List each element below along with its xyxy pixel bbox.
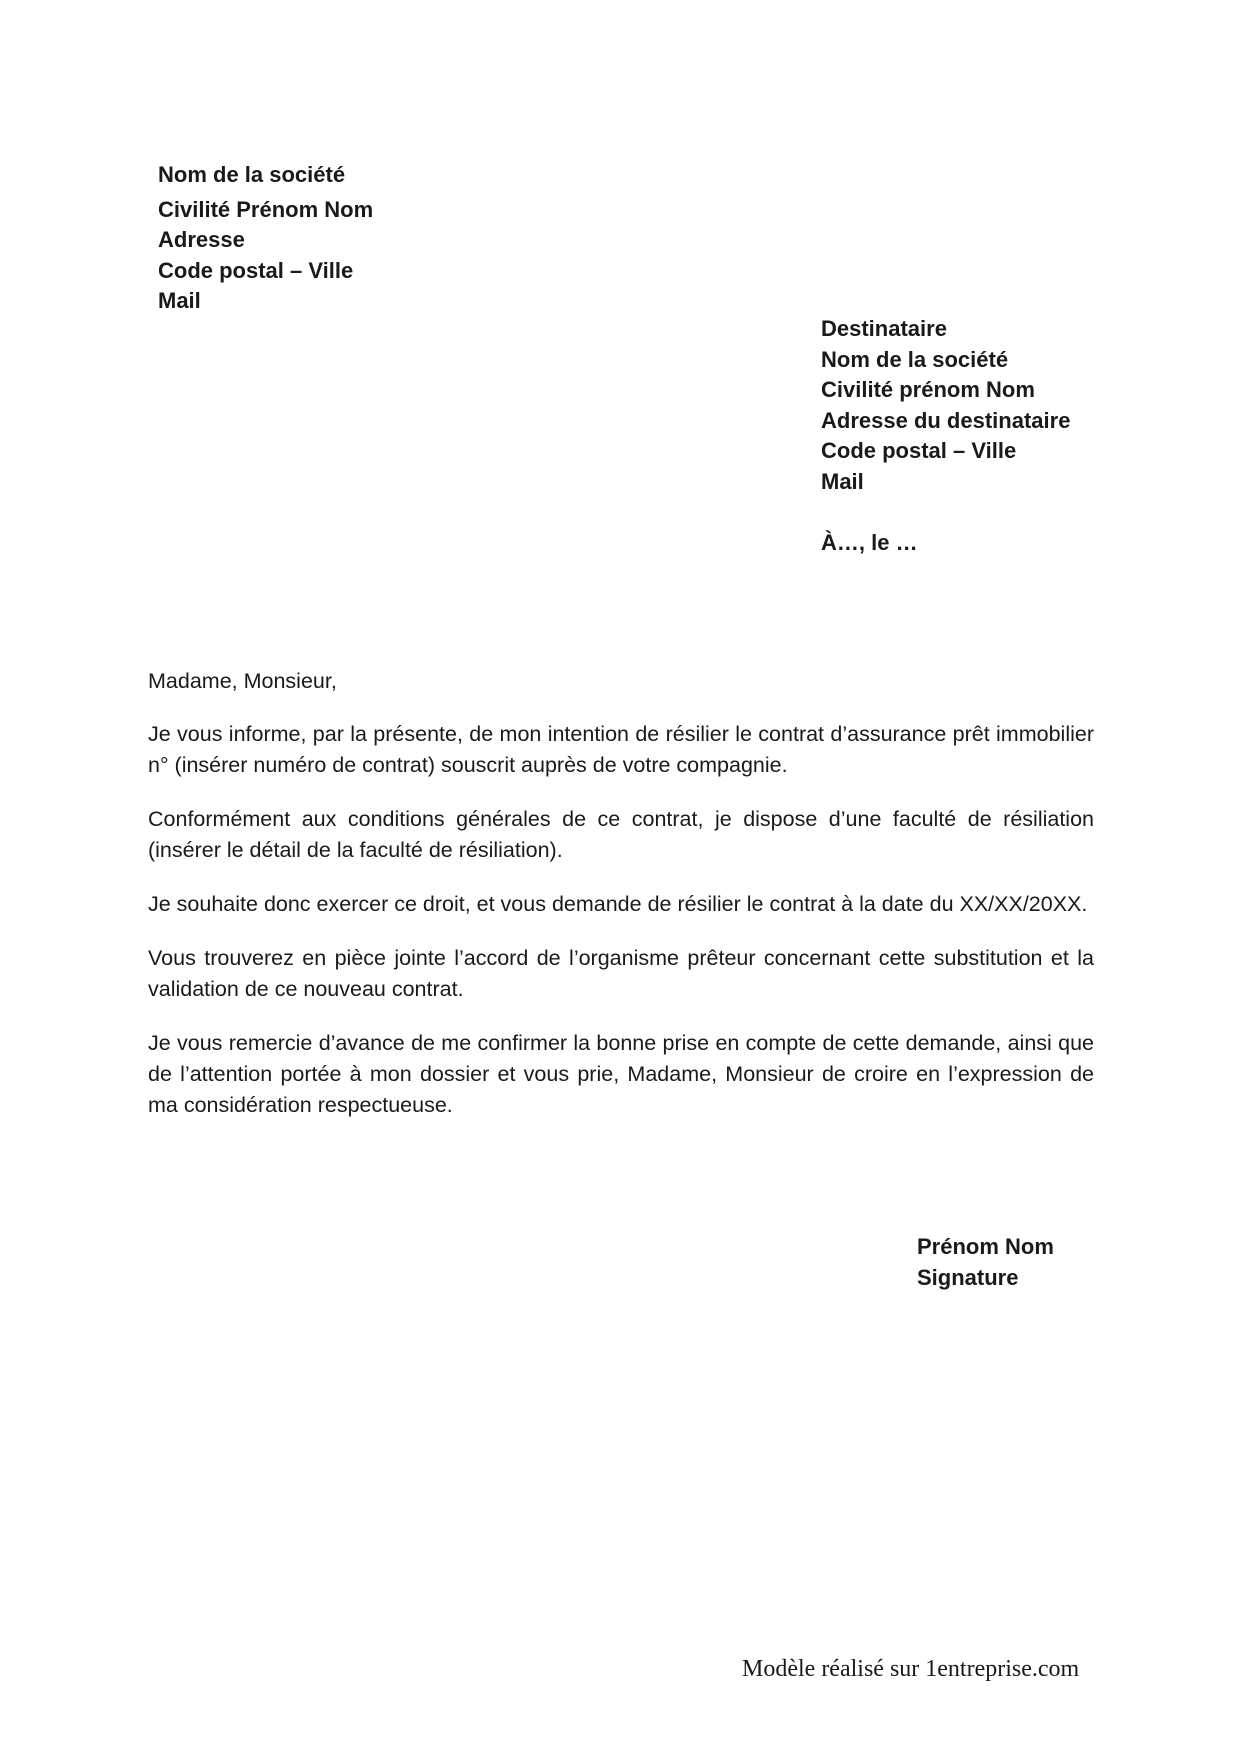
body-paragraph: Je souhaite donc exercer ce droit, et vous demande de résilier le contrat à la date du XX/XX/20XX. [148,892,1088,916]
sender-block [158,160,373,317]
place-date: À…, le … [821,530,918,555]
sender-postal-city: Code postal – Ville [158,257,354,283]
recipient-block [821,314,1070,497]
body-paragraph: Je vous remercie d’avance de me confirmer la bonne prise en compte de cette demande, ainsi que de l’attention portée à mon dossier et vous prie, Madame, Monsieur de croire en l’expression de ma considération respectueuse. [148,1031,1094,1117]
letter-body [148,666,1094,1144]
signature-block [917,1232,1054,1293]
body-paragraph: Conformément aux conditions générales de ce contrat, je dispose d’une faculté de résiliation (insérer le détail de la faculté de résiliation). [148,807,1094,862]
sender-company: Nom de la société [158,162,346,187]
signature-name: Prénom Nom [917,1234,1054,1259]
body-paragraph: Vous trouverez en pièce jointe l’accord de l’organisme prêteur concernant cette substitution et la validation de ce nouveau contrat. [148,946,1094,1001]
signature-label: Signature [917,1264,1019,1290]
recipient-name: Civilité prénom Nom [821,377,1035,402]
recipient-postal-city: Code postal – Ville [821,438,1017,463]
salutation: Madame, Monsieur, [148,669,337,693]
recipient-mail: Mail [821,468,864,494]
body-paragraph: Je vous informe, par la présente, de mon intention de résilier le contrat d’assurance prêt immobilier n° (insérer numéro de contrat) souscrit auprès de votre compagnie. [148,722,1094,777]
sender-mail: Mail [158,288,201,313]
footer-credit: Modèle réalisé sur 1entreprise.com [742,1656,1080,1682]
sender-name: Civilité Prénom Nom [158,196,374,222]
recipient-address: Adresse du destinataire [821,407,1071,433]
recipient-label: Destinataire [821,316,947,341]
sender-address: Adresse [158,227,245,252]
recipient-company: Nom de la société [821,346,1009,372]
